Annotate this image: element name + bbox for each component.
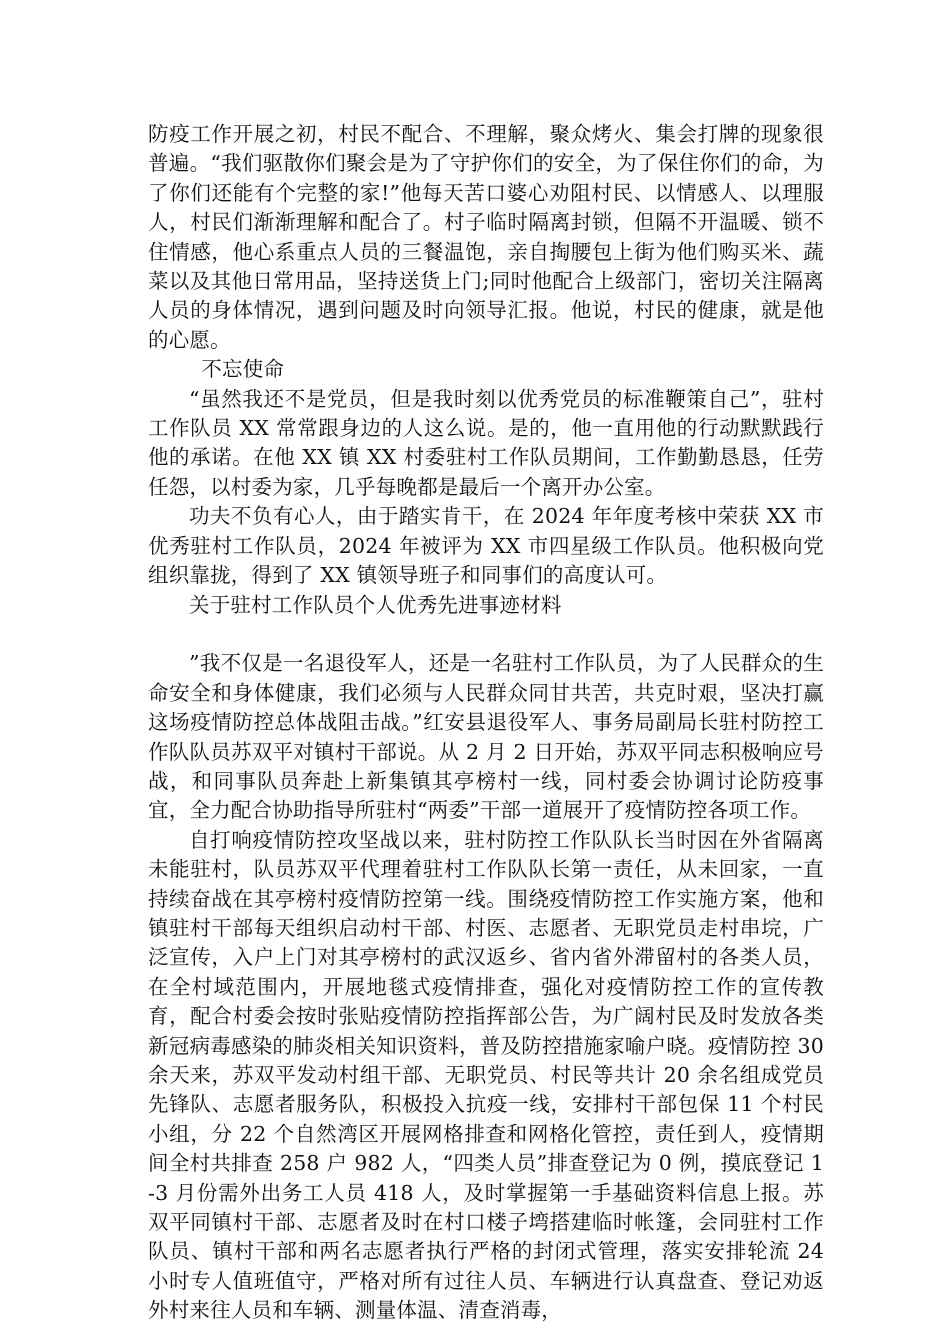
paragraph-5: 自打响疫情防控攻坚战以来，驻村防控工作队队长当时因在外省隔离未能驻村，队员苏双平代理着驻村工作队队长第一责任，从未回家，一直持续奋战在其亭榜村疫情防控第一线。围绕疫情防控工作实施方案，他和镇驻村干部每天组织启动村干部、村医、志愿者、无职党员走村串垸，广泛宣传，入户上门对其亭榜村的武汉返乡、省内省外滞留村的各类人员，在全村域范围内，开展地毯式疫情排查，强化对疫情防控工作的宣传教育，配合村委会按时张贴疫情防控指挥部公告，为广阔村民及时发放各类新冠病毒感染的肺炎相关知识资料，普及防控措施家喻户晓。疫情防控 30 余天来，苏双平发动村组干部、无职党员、村民等共计 20 余名组成党员先锋队、志愿者服务队，积极投入抗疫一线，安排村干部包保 11 个村民小组，分 22 个自然湾区开展网格排查和网格化管控，责任到人，疫情期间全村共排查 258 户 982 人，“四类人员”排查登记为 0 例，摸底登记 1-3 月份需外出务工人员 418 人，及时掌握第一手基础资料信息上报。苏双平同镇村干部、志愿者及时在村口楼子塆搭建临时帐篷，会同驻村工作队员、镇村干部和两名志愿者执行严格的封闭式管理，落实安排轮流 24 小时专人值班值守，严格对所有过往人员、车辆进行认真盘查、登记劝返外村来往人员和车辆、测量体温、清查消毒， (148, 827, 824, 1323)
document-body (148, 120, 824, 1326)
paragraph-4: ”我不仅是一名退役军人，还是一名驻村工作队员，为了人民群众的生命安全和身体健康，我们必须与人民群众同甘共苦，共克时艰，坚决打赢这场疫情防控总体战阻击战。”红安县退役军人、事务局副局长驻村防控工作队队员苏双平对镇村干部说。从 2 月 2 日开始，苏双平同志积极响应号战，和同事队员奔赴上新集镇其亭榜村一线，同村委会协调讨论防疫事宜，全力配合协助指导所驻村“两委”干部一道展开了疫情防控各项工作。 (148, 651, 824, 823)
blank-line (148, 620, 824, 649)
section-heading-mission: 不忘使命 (201, 357, 285, 382)
paragraph-3: 功夫不负有心人，由于踏实肯干，在 2024 年年度考核中荣获 XX 市优秀驻村工作队员，2024 年被评为 XX 市四星级工作队员。他积极向党组织靠拢，得到了 XX 镇领导班子和同事们的高度认可。 (148, 504, 824, 588)
paragraph-1: 防疫工作开展之初，村民不配合、不理解，聚众烤火、集会打牌的现象很普遍。“我们驱散你们聚会是为了守护你们的安全，为了保住你们的命，为了你们还能有个完整的家!”他每天苦口婆心劝阻村民、以情感人、以理服人，村民们渐渐理解和配合了。村子临时隔离封锁，但隔不开温暖、锁不住情感，他心系重点人员的三餐温饱，亲自掏腰包上街为他们购买米、蔬菜以及其他日常用品，坚持送货上门;同时他配合上级部门，密切关注隔离人员的身体情况，遇到问题及时向领导汇报。他说，村民的健康，就是他的心愿。 (148, 122, 824, 352)
paragraph-2: “虽然我还不是党员，但是我时刻以优秀党员的标准鞭策自己”，驻村工作队员 XX 常常跟身边的人这么说。是的，他一直用他的行动默默践行他的承诺。在他 XX 镇 XX 村委驻村工作队员期间，工作勤勤恳恳，任劳任怨，以村委为家，几乎每晚都是最后一个离开办公室。 (148, 386, 824, 499)
document-title: 关于驻村工作队员个人优秀先进事迹材料 (189, 592, 562, 617)
